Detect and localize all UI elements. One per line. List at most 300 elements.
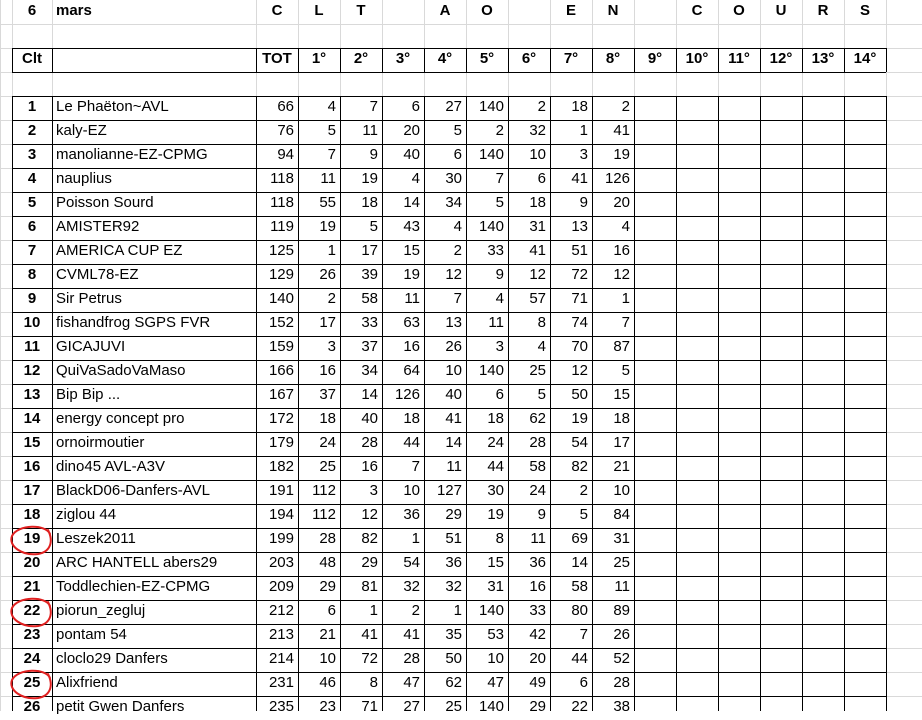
rank-cell: 6	[27, 218, 37, 235]
border-v	[886, 48, 887, 72]
race-score-cell: 19	[319, 218, 336, 235]
race-score-cell: 27	[403, 698, 420, 715]
race-score-cell: 33	[361, 314, 378, 331]
race-score-cell: 18	[403, 410, 420, 427]
race-score-cell: 19	[571, 410, 588, 427]
rank-cell: 8	[27, 266, 37, 283]
border-h	[12, 48, 886, 49]
race-score-cell: 6	[327, 602, 336, 619]
border-v	[760, 96, 761, 711]
border-v	[52, 96, 53, 711]
race-score-cell: 15	[487, 554, 504, 571]
race-score-cell: 25	[529, 362, 546, 379]
race-score-cell: 4	[411, 170, 420, 187]
border-v	[676, 48, 677, 72]
rank-cell: 19	[23, 530, 41, 547]
border-h	[12, 264, 886, 265]
race-score-cell: 62	[445, 674, 462, 691]
race-score-cell: 4	[621, 218, 630, 235]
race-score-cell: 28	[319, 530, 336, 547]
skipper-name: energy concept pro	[56, 410, 185, 427]
race-score-cell: 81	[361, 578, 378, 595]
race-score-cell: 43	[403, 218, 420, 235]
border-v	[508, 48, 509, 72]
race-score-cell: 22	[571, 698, 588, 715]
total-cell: 66	[277, 98, 294, 115]
race-score-cell: 17	[361, 242, 378, 259]
race-score-cell: 24	[319, 434, 336, 451]
skipper-name: Poisson Sourd	[56, 194, 154, 211]
border-v	[802, 96, 803, 711]
title-letter: S	[859, 2, 870, 19]
race-score-cell: 4	[495, 290, 504, 307]
race-score-cell: 7	[411, 458, 420, 475]
race-score-cell: 54	[571, 434, 588, 451]
race-column-header: 11°	[728, 50, 750, 67]
rank-cell: 22	[23, 602, 41, 619]
race-score-cell: 33	[529, 602, 546, 619]
race-score-cell: 3	[495, 338, 504, 355]
race-score-cell: 19	[613, 146, 630, 163]
total-cell: 159	[268, 338, 294, 355]
race-score-cell: 20	[403, 122, 420, 139]
total-cell: 167	[268, 386, 294, 403]
race-score-cell: 10	[529, 146, 546, 163]
rank-cell: 18	[23, 506, 41, 523]
race-column-header: 14°	[853, 50, 877, 67]
race-score-cell: 18	[529, 194, 546, 211]
race-score-cell: 41	[445, 410, 462, 427]
title-letter: N	[607, 2, 619, 19]
total-cell: 118	[270, 170, 294, 187]
race-score-cell: 18	[361, 194, 378, 211]
border-v	[592, 96, 593, 711]
race-score-cell: 12	[613, 266, 630, 283]
total-cell: 166	[268, 362, 294, 379]
total-cell: 199	[268, 530, 294, 547]
border-v	[466, 48, 467, 72]
race-score-cell: 82	[361, 530, 378, 547]
race-score-cell: 10	[319, 650, 336, 667]
race-score-cell: 74	[571, 314, 588, 331]
race-score-cell: 18	[487, 410, 504, 427]
skipper-name: pontam 54	[56, 626, 127, 643]
race-column-header: 1°	[311, 50, 327, 67]
race-score-cell: 41	[361, 626, 378, 643]
rank-cell: 4	[27, 170, 37, 187]
skipper-name: Le Phaëton~AVL	[56, 98, 169, 115]
skipper-name: ornoirmoutier	[56, 434, 145, 451]
race-score-cell: 12	[361, 506, 378, 523]
race-score-cell: 31	[613, 530, 630, 547]
border-v	[508, 96, 509, 711]
race-score-cell: 20	[613, 194, 630, 211]
race-score-cell: 32	[529, 122, 546, 139]
race-score-cell: 41	[613, 122, 630, 139]
skipper-name: AMERICA CUP EZ	[56, 242, 183, 259]
race-score-cell: 140	[478, 218, 504, 235]
race-score-cell: 44	[403, 434, 420, 451]
race-score-cell: 10	[613, 482, 630, 499]
border-v	[634, 48, 635, 72]
race-score-cell: 21	[319, 626, 336, 643]
race-score-cell: 63	[403, 314, 420, 331]
race-score-cell: 32	[403, 578, 420, 595]
border-v	[382, 48, 383, 72]
race-score-cell: 38	[613, 698, 630, 715]
race-score-cell: 2	[411, 602, 420, 619]
race-score-cell: 23	[319, 698, 336, 715]
race-score-cell: 16	[613, 242, 630, 259]
race-score-cell: 19	[403, 266, 420, 283]
race-score-cell: 57	[529, 290, 546, 307]
border-h	[12, 240, 886, 241]
race-score-cell: 31	[487, 578, 504, 595]
race-score-cell: 40	[361, 410, 378, 427]
skipper-name: manolianne-EZ-CPMG	[56, 146, 208, 163]
rank-cell: 25	[23, 674, 41, 691]
race-score-cell: 46	[319, 674, 336, 691]
race-score-cell: 18	[319, 410, 336, 427]
border-h	[12, 672, 886, 673]
race-score-cell: 62	[529, 410, 546, 427]
race-score-cell: 29	[445, 506, 462, 523]
race-score-cell: 70	[571, 338, 588, 355]
race-score-cell: 40	[445, 386, 462, 403]
border-h	[12, 552, 886, 553]
border-h	[12, 624, 886, 625]
race-score-cell: 11	[362, 122, 378, 139]
border-v	[424, 96, 425, 711]
race-score-cell: 7	[579, 626, 588, 643]
border-h	[12, 216, 886, 217]
race-score-cell: 25	[613, 554, 630, 571]
race-score-cell: 47	[403, 674, 420, 691]
race-score-cell: 26	[319, 266, 336, 283]
border-h	[12, 600, 886, 601]
skipper-name: petit Gwen Danfers	[56, 698, 185, 715]
skipper-name: Leszek2011	[56, 530, 136, 547]
race-score-cell: 4	[453, 218, 462, 235]
race-score-cell: 11	[530, 530, 546, 547]
race-score-cell: 11	[614, 578, 630, 595]
race-score-cell: 2	[327, 290, 336, 307]
race-score-cell: 4	[537, 338, 546, 355]
border-v	[340, 96, 341, 711]
race-score-cell: 3	[369, 482, 378, 499]
border-v	[298, 48, 299, 72]
month-label: mars	[56, 2, 92, 19]
race-score-cell: 9	[579, 194, 588, 211]
race-score-cell: 15	[613, 386, 630, 403]
border-v	[844, 96, 845, 711]
race-score-cell: 34	[361, 362, 378, 379]
title-letter: R	[817, 2, 829, 19]
border-h	[12, 72, 886, 73]
race-score-cell: 9	[495, 266, 504, 283]
total-cell: 140	[268, 290, 294, 307]
border-v	[802, 48, 803, 72]
border-h	[12, 432, 886, 433]
race-score-cell: 28	[529, 434, 546, 451]
title-letter: A	[439, 2, 451, 19]
rank-cell: 5	[27, 194, 37, 211]
race-column-header: 9°	[647, 50, 663, 67]
border-h	[12, 120, 886, 121]
race-column-header: 5°	[479, 50, 495, 67]
race-score-cell: 24	[487, 434, 504, 451]
skipper-name: cloclo29 Danfers	[56, 650, 168, 667]
race-score-cell: 20	[529, 650, 546, 667]
race-score-cell: 1	[369, 602, 378, 619]
total-cell: 235	[268, 698, 294, 715]
race-score-cell: 21	[613, 458, 630, 475]
total-cell: 76	[277, 122, 294, 139]
race-score-cell: 58	[571, 578, 588, 595]
border-v	[382, 96, 383, 711]
race-score-cell: 72	[571, 266, 588, 283]
race-score-cell: 58	[529, 458, 546, 475]
border-h	[12, 528, 886, 529]
race-score-cell: 10	[487, 650, 504, 667]
race-score-cell: 5	[495, 194, 504, 211]
race-score-cell: 54	[403, 554, 420, 571]
race-score-cell: 44	[487, 458, 504, 475]
race-score-cell: 11	[488, 314, 504, 331]
race-score-cell: 37	[319, 386, 336, 403]
race-score-cell: 8	[369, 674, 378, 691]
race-score-cell: 5	[327, 122, 336, 139]
race-score-cell: 25	[445, 698, 462, 715]
race-score-cell: 14	[361, 386, 378, 403]
rank-cell: 26	[23, 698, 41, 715]
race-score-cell: 49	[529, 674, 546, 691]
border-v	[718, 96, 719, 711]
race-score-cell: 5	[369, 218, 378, 235]
race-score-cell: 24	[529, 482, 546, 499]
skipper-name: GICAJUVI	[56, 338, 126, 355]
race-score-cell: 140	[478, 146, 504, 163]
border-v	[634, 96, 635, 711]
title-letter	[634, 0, 676, 24]
day-number: 6	[27, 2, 37, 19]
border-v	[256, 48, 257, 72]
skipper-name: QuiVaSadoVaMaso	[56, 362, 186, 379]
race-score-cell: 28	[613, 674, 630, 691]
skipper-name: ARC HANTELL abers29	[56, 554, 218, 571]
border-h	[12, 288, 886, 289]
race-column-header: 8°	[605, 50, 621, 67]
race-score-cell: 18	[571, 98, 588, 115]
race-score-cell: 19	[361, 170, 378, 187]
race-score-cell: 41	[529, 242, 546, 259]
border-h	[12, 384, 886, 385]
title-letter: U	[775, 2, 787, 19]
race-score-cell: 9	[537, 506, 546, 523]
race-score-cell: 1	[411, 530, 420, 547]
race-score-cell: 5	[621, 362, 630, 379]
race-score-cell: 40	[403, 146, 420, 163]
total-cell: 172	[268, 410, 294, 427]
race-score-cell: 17	[319, 314, 336, 331]
race-score-cell: 50	[571, 386, 588, 403]
border-v	[760, 48, 761, 72]
race-score-cell: 140	[478, 98, 504, 115]
title-letter: O	[733, 2, 745, 19]
race-score-cell: 48	[319, 554, 336, 571]
rank-cell: 14	[23, 410, 41, 427]
race-score-cell: 19	[487, 506, 504, 523]
race-score-cell: 7	[453, 290, 462, 307]
border-h	[12, 504, 886, 505]
border-h	[12, 312, 886, 313]
title-letter: L	[314, 2, 324, 19]
race-score-cell: 3	[579, 146, 588, 163]
title-letter: T	[356, 2, 366, 19]
border-v	[298, 96, 299, 711]
race-score-cell: 10	[403, 482, 420, 499]
border-h	[12, 408, 886, 409]
race-score-cell: 6	[579, 674, 588, 691]
race-score-cell: 140	[478, 362, 504, 379]
race-score-cell: 37	[361, 338, 378, 355]
skipper-name: Alixfriend	[56, 674, 118, 691]
race-score-cell: 52	[613, 650, 630, 667]
race-score-cell: 112	[312, 482, 336, 499]
rank-cell: 3	[27, 146, 37, 163]
total-cell: 129	[268, 266, 294, 283]
border-v	[844, 48, 845, 72]
rank-column-header: Clt	[22, 50, 42, 67]
border-h	[12, 96, 886, 97]
rank-cell: 11	[24, 338, 40, 355]
race-score-cell: 7	[327, 146, 336, 163]
total-cell: 213	[268, 626, 294, 643]
rank-cell: 20	[23, 554, 41, 571]
border-h	[12, 168, 886, 169]
total-cell: 119	[270, 218, 294, 235]
race-score-cell: 14	[403, 194, 420, 211]
title-letter	[508, 0, 550, 24]
grid-vline	[0, 0, 1, 711]
race-score-cell: 6	[537, 170, 546, 187]
race-score-cell: 82	[571, 458, 588, 475]
title-letter: E	[565, 2, 576, 19]
border-v	[424, 48, 425, 72]
race-score-cell: 42	[529, 626, 546, 643]
title-letter: O	[481, 2, 493, 19]
race-score-cell: 29	[319, 578, 336, 595]
skipper-name: Bip Bip ...	[56, 386, 121, 403]
rank-cell: 21	[23, 578, 41, 595]
total-cell: 152	[268, 314, 294, 331]
race-score-cell: 140	[478, 698, 504, 715]
race-score-cell: 2	[453, 242, 462, 259]
race-score-cell: 18	[613, 410, 630, 427]
race-score-cell: 33	[487, 242, 504, 259]
race-score-cell: 7	[495, 170, 504, 187]
border-h	[12, 480, 886, 481]
border-v	[592, 48, 593, 72]
race-score-cell: 51	[445, 530, 462, 547]
race-score-cell: 2	[537, 98, 546, 115]
grid-hline	[0, 24, 922, 25]
race-score-cell: 1	[453, 602, 462, 619]
race-score-cell: 36	[445, 554, 462, 571]
skipper-name: ziglou 44	[56, 506, 117, 523]
total-cell: 118	[270, 194, 294, 211]
race-score-cell: 28	[403, 650, 420, 667]
race-score-cell: 112	[312, 506, 336, 523]
race-score-cell: 14	[571, 554, 588, 571]
total-cell: 214	[268, 650, 294, 667]
border-h	[12, 360, 886, 361]
race-score-cell: 6	[453, 146, 462, 163]
race-column-header: 6°	[521, 50, 537, 67]
race-score-cell: 29	[529, 698, 546, 715]
skipper-name: AMISTER92	[56, 218, 140, 235]
rank-cell: 1	[27, 98, 37, 115]
title-letter	[382, 0, 424, 24]
border-v	[676, 96, 677, 711]
race-score-cell: 15	[403, 242, 420, 259]
title-letter: C	[691, 2, 703, 19]
race-score-cell: 16	[361, 458, 378, 475]
rank-cell: 23	[23, 626, 41, 643]
total-cell: 194	[268, 506, 294, 523]
race-score-cell: 14	[445, 434, 462, 451]
skipper-name: piorun_zegluj	[56, 602, 146, 619]
race-score-cell: 30	[445, 170, 462, 187]
border-v	[256, 96, 257, 711]
border-h	[12, 144, 886, 145]
race-score-cell: 127	[436, 482, 462, 499]
race-score-cell: 26	[445, 338, 462, 355]
race-score-cell: 41	[403, 626, 420, 643]
race-score-cell: 50	[445, 650, 462, 667]
rank-cell: 24	[23, 650, 41, 667]
race-score-cell: 71	[361, 698, 378, 715]
race-score-cell: 8	[495, 530, 504, 547]
total-cell: 94	[277, 146, 294, 163]
race-score-cell: 47	[487, 674, 504, 691]
race-score-cell: 8	[537, 314, 546, 331]
total-cell: 179	[268, 434, 294, 451]
race-score-cell: 2	[621, 98, 630, 115]
race-score-cell: 71	[571, 290, 588, 307]
border-v	[718, 48, 719, 72]
race-score-cell: 69	[571, 530, 588, 547]
race-score-cell: 44	[571, 650, 588, 667]
race-column-header: 13°	[811, 50, 835, 67]
race-score-cell: 12	[445, 266, 462, 283]
race-score-cell: 84	[613, 506, 630, 523]
border-h	[12, 456, 886, 457]
rank-cell: 10	[23, 314, 41, 331]
rank-cell: 2	[27, 122, 37, 139]
race-score-cell: 35	[445, 626, 462, 643]
race-column-header: 12°	[769, 50, 793, 67]
race-score-cell: 5	[537, 386, 546, 403]
race-score-cell: 31	[529, 218, 546, 235]
border-v	[12, 48, 13, 72]
race-score-cell: 1	[327, 242, 336, 259]
race-score-cell: 4	[327, 98, 336, 115]
race-score-cell: 28	[361, 434, 378, 451]
rank-cell: 13	[23, 386, 41, 403]
race-score-cell: 32	[445, 578, 462, 595]
race-score-cell: 9	[369, 146, 378, 163]
